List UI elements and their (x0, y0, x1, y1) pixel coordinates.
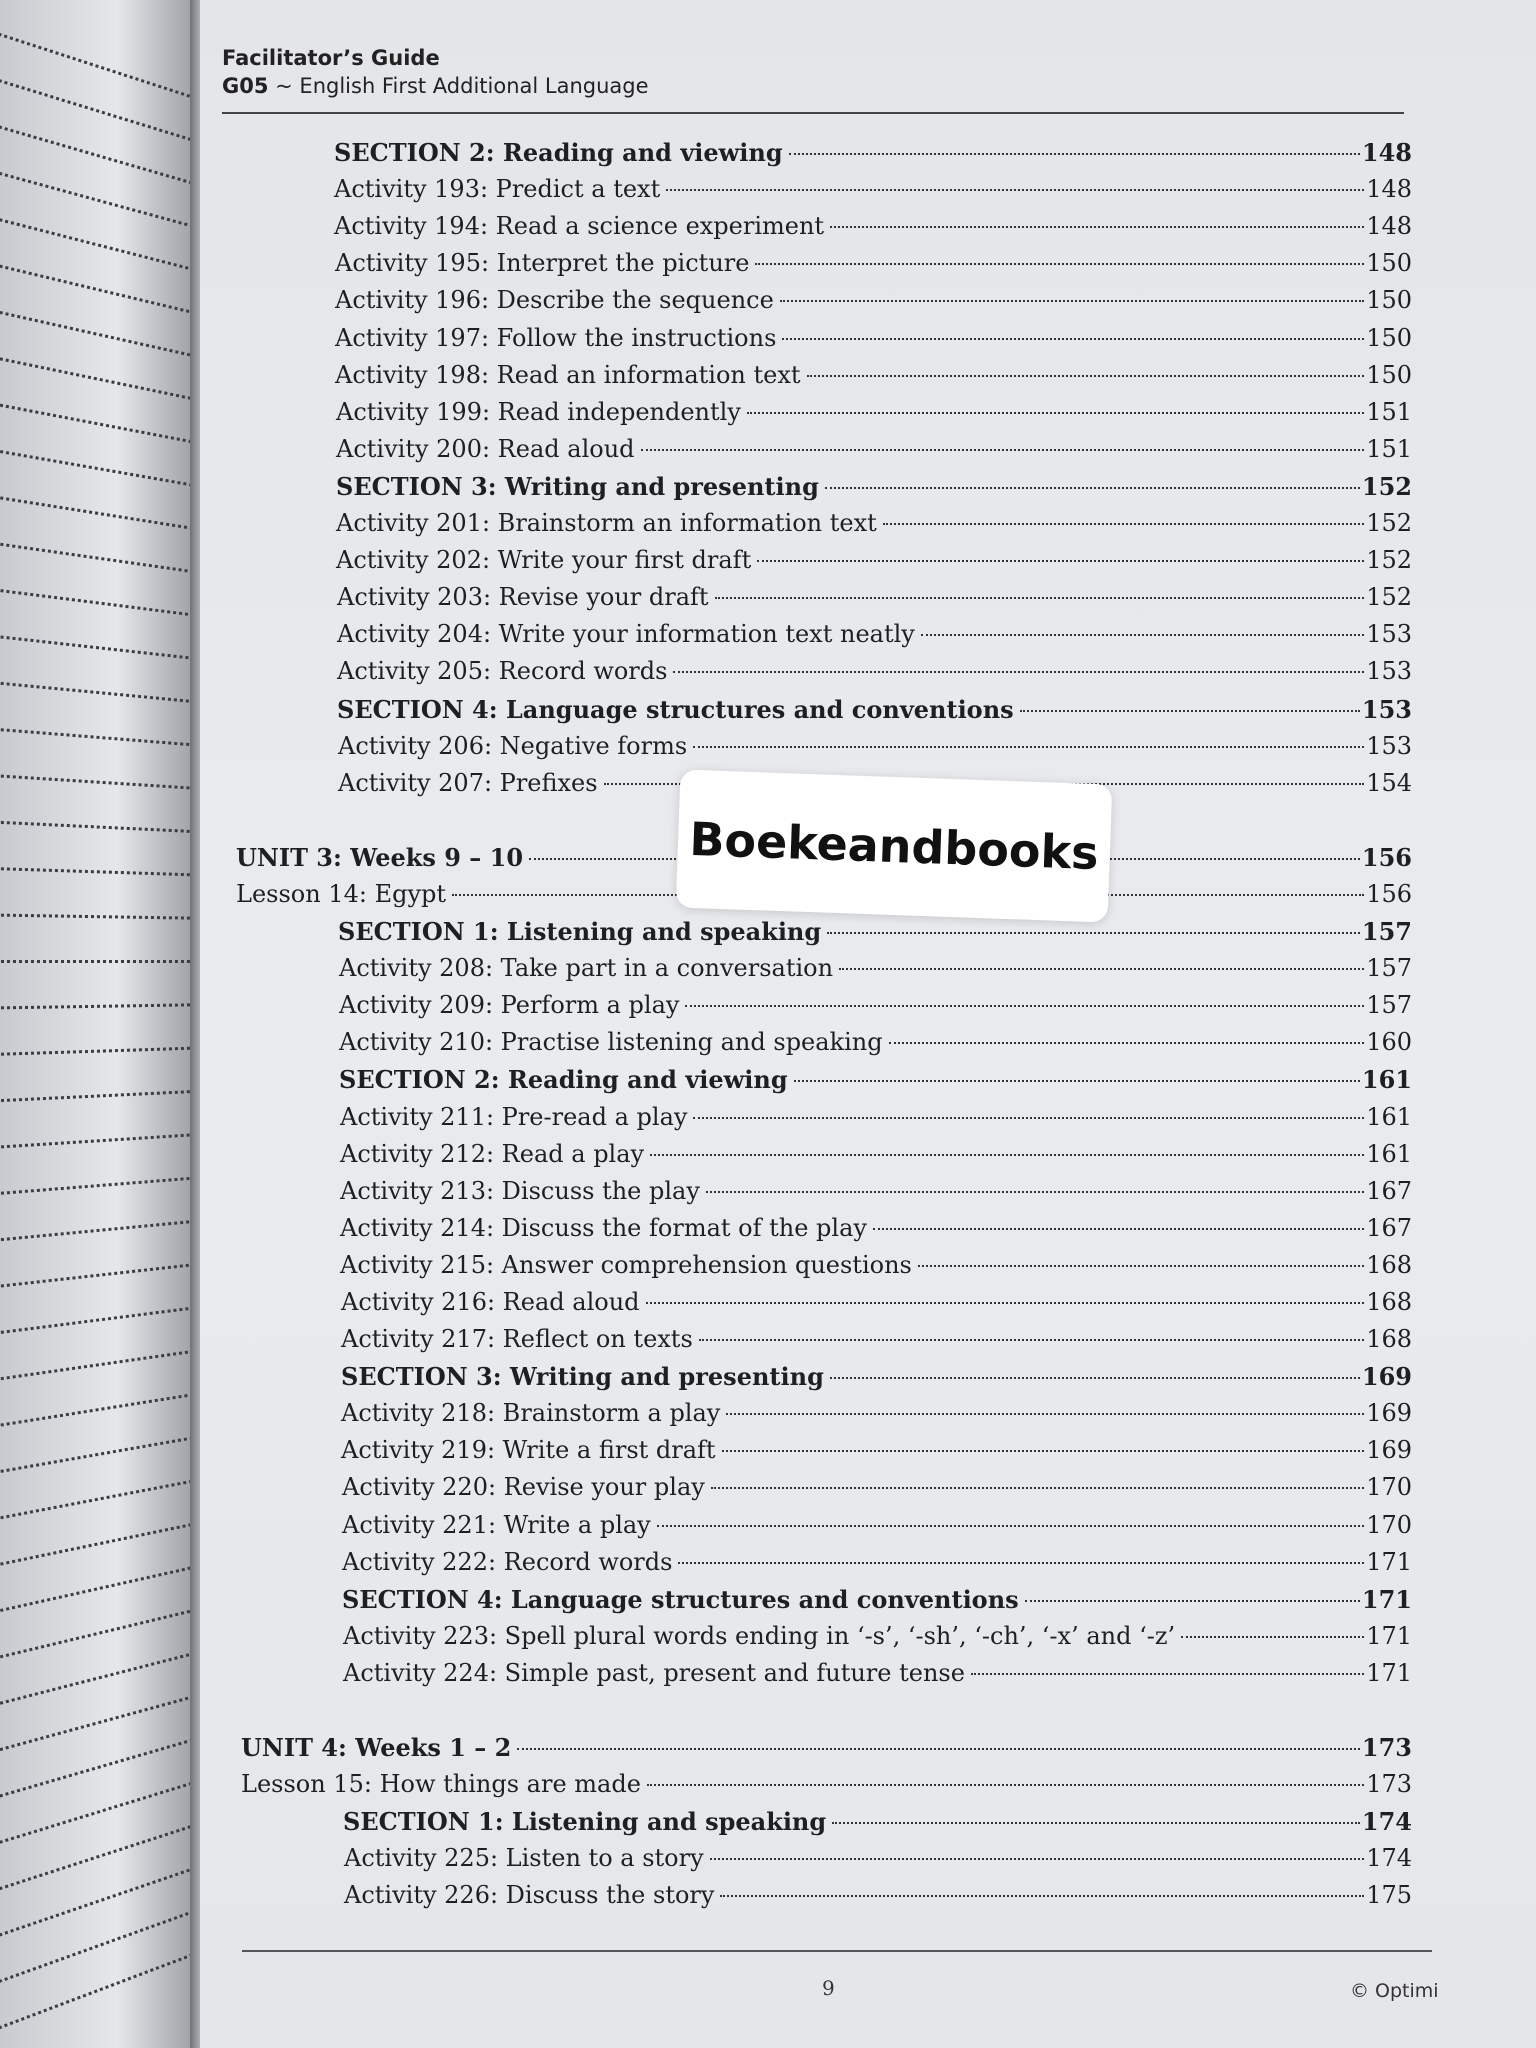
toc-entry (336, 509, 1412, 543)
guide-title: Facilitator’s Guide (222, 46, 440, 70)
toc-entry-page: 154 (1366, 769, 1412, 797)
toc-entry-label: Activity 196: Describe the sequence (335, 286, 774, 314)
guide-language: ~ English First Additional Language (275, 74, 649, 98)
toc-leader-dots (825, 487, 1360, 489)
toc-leader-dots (918, 1265, 1364, 1267)
toc-entry-label: Activity 201: Brainstorm an information text (336, 509, 877, 537)
toc-entry-page: 169 (1366, 1399, 1412, 1427)
toc-entry-page: 173 (1366, 1770, 1412, 1798)
toc-entry-label: Activity 225: Listen to a story (344, 1844, 704, 1872)
toc-entry (342, 1585, 1412, 1619)
page-number: 9 (822, 1976, 835, 2000)
toc-leader-dots (830, 1377, 1360, 1379)
toc-entry (340, 1103, 1412, 1137)
toc-entry-label: UNIT 3: Weeks 9 – 10 (236, 843, 524, 872)
toc-entry-page: 171 (1361, 1585, 1412, 1614)
toc-entry-label: Activity 208: Take part in a conversation (339, 954, 834, 982)
toc-entry-label: Activity 222: Record words (342, 1548, 673, 1576)
toc-entry (241, 1770, 1412, 1804)
toc-entry (339, 1065, 1412, 1099)
toc-entry (336, 435, 1412, 469)
toc-entry-label: Activity 221: Write a play (342, 1511, 651, 1539)
toc-entry-label: Activity 203: Revise your draft (337, 583, 709, 611)
toc-entry (334, 212, 1412, 246)
toc-entry (339, 954, 1412, 988)
toc-entry-label: Activity 199: Read independently (336, 398, 741, 426)
toc-leader-dots (641, 449, 1365, 451)
toc-entry (340, 1251, 1412, 1285)
toc-entry-page: 150 (1366, 286, 1412, 314)
toc-entry-label: Activity 211: Pre-read a play (340, 1103, 688, 1131)
toc-entry-page: 171 (1366, 1548, 1412, 1576)
toc-entry (338, 732, 1412, 766)
toc-entry-label: SECTION 3: Writing and presenting (336, 472, 819, 501)
toc-entry-label: Activity 200: Read aloud (336, 435, 635, 463)
toc-entry-page: 153 (1366, 620, 1412, 648)
toc-leader-dots (646, 1302, 1365, 1304)
toc-entry (340, 1177, 1412, 1211)
toc-entry-page: 150 (1366, 361, 1412, 389)
toc-leader-dots (1181, 1636, 1364, 1638)
toc-entry-page: 161 (1361, 1065, 1412, 1094)
toc-leader-dots (666, 189, 1364, 191)
toc-leader-dots (650, 1154, 1364, 1156)
toc-leader-dots (782, 338, 1364, 340)
toc-leader-dots (720, 1895, 1364, 1897)
toc-entry (341, 1362, 1412, 1396)
toc-entry-label: SECTION 2: Reading and viewing (339, 1065, 788, 1094)
toc-entry-label: SECTION 1: Listening and speaking (343, 1807, 827, 1836)
toc-entry (343, 1622, 1412, 1656)
toc-entry-page: 150 (1366, 324, 1412, 352)
toc-entry-label: Activity 194: Read a science experiment (334, 212, 825, 240)
toc-entry-label: Activity 204: Write your information text neatly (337, 620, 915, 648)
toc-entry-label: Activity 215: Answer comprehension questions (340, 1251, 912, 1279)
toc-entry (342, 1473, 1412, 1507)
toc-leader-dots (832, 1822, 1360, 1824)
toc-entry-label: Activity 206: Negative forms (338, 732, 688, 760)
toc-leader-dots (780, 300, 1364, 302)
toc-entry-label: Activity 212: Read a play (340, 1140, 645, 1168)
toc-leader-dots (706, 1191, 1364, 1193)
toc-entry-page: 151 (1366, 398, 1412, 426)
toc-entry (343, 1807, 1412, 1841)
toc-leader-dots (789, 153, 1360, 155)
toc-entry (241, 1733, 1412, 1767)
toc-leader-dots (1020, 710, 1360, 712)
toc-entry-label: SECTION 2: Reading and viewing (334, 138, 783, 167)
toc-entry (340, 1214, 1412, 1248)
toc-leader-dots (883, 523, 1364, 525)
toc-leader-dots (830, 226, 1364, 228)
footer-divider (242, 1950, 1432, 1952)
toc-leader-dots (710, 1858, 1365, 1860)
toc-entry-page: 153 (1366, 732, 1412, 760)
toc-leader-dots (722, 1450, 1365, 1452)
toc-entry (335, 286, 1412, 320)
toc-entry-label: Activity 207: Prefixes (338, 769, 598, 797)
toc-entry-page: 148 (1361, 138, 1412, 167)
toc-entry-label: SECTION 4: Language structures and conventions (337, 695, 1014, 724)
toc-entry-label: Activity 195: Interpret the picture (335, 249, 750, 277)
toc-entry-label: Activity 193: Predict a text (334, 175, 661, 203)
toc-entry-label: Activity 226: Discuss the story (344, 1881, 715, 1909)
toc-entry-page: 167 (1366, 1177, 1412, 1205)
toc-entry (336, 546, 1412, 580)
toc-entry (335, 249, 1412, 283)
toc-leader-dots (711, 1487, 1364, 1489)
toc-leader-dots (873, 1228, 1364, 1230)
toc-entry-label: Lesson 14: Egypt (236, 880, 447, 908)
toc-leader-dots (757, 560, 1364, 562)
toc-entry-page: 157 (1366, 991, 1412, 1019)
toc-entry-page: 161 (1366, 1103, 1412, 1131)
toc-leader-dots (693, 1117, 1364, 1119)
toc-leader-dots (839, 968, 1364, 970)
watermark-label (676, 770, 1113, 923)
toc-entry-label: Lesson 15: How things are made (241, 1770, 641, 1798)
toc-entry-label: Activity 205: Record words (337, 657, 668, 685)
toc-entry (344, 1881, 1412, 1915)
toc-entry-label: Activity 223: Spell plural words ending in ‘-s’, ‘-sh’, ‘-ch’, ‘-x’ and ‘-z’ (343, 1622, 1176, 1650)
toc-leader-dots (647, 1784, 1364, 1786)
toc-entry-label: SECTION 3: Writing and presenting (341, 1362, 824, 1391)
toc-entry-page: 173 (1361, 1733, 1412, 1762)
toc-entry (343, 1659, 1412, 1693)
toc-leader-dots (807, 375, 1365, 377)
toc-entry-label: Activity 213: Discuss the play (340, 1177, 700, 1205)
toc-entry-page: 152 (1361, 472, 1412, 501)
toc-entry-label: Activity 202: Write your first draft (336, 546, 752, 574)
toc-entry (335, 324, 1412, 358)
toc-entry-label: Activity 210: Practise listening and speaking (339, 1028, 883, 1056)
toc-entry-label: Activity 220: Revise your play (342, 1473, 705, 1501)
toc-entry-page: 150 (1366, 249, 1412, 277)
toc-leader-dots (971, 1673, 1364, 1675)
toc-entry-label: Activity 216: Read aloud (341, 1288, 640, 1316)
toc-entry (337, 620, 1412, 654)
toc-entry-page: 156 (1366, 880, 1412, 908)
toc-leader-dots (726, 1413, 1364, 1415)
toc-leader-dots (827, 932, 1360, 934)
toc-entry-label: Activity 197: Follow the instructions (335, 324, 777, 352)
toc-entry-label: SECTION 4: Language structures and conventions (342, 1585, 1019, 1614)
toc-entry (336, 472, 1412, 506)
toc-entry-label: Activity 198: Read an information text (335, 361, 801, 389)
toc-entry (334, 138, 1412, 172)
toc-entry-page: 167 (1366, 1214, 1412, 1242)
toc-entry-label: Activity 209: Perform a play (339, 991, 680, 1019)
toc-entry (336, 398, 1412, 432)
toc-entry (342, 1511, 1412, 1545)
toc-entry-page: 170 (1366, 1473, 1412, 1501)
toc-entry-page: 148 (1366, 212, 1412, 240)
toc-leader-dots (657, 1525, 1364, 1527)
toc-entry-page: 157 (1361, 917, 1412, 946)
toc-entry-page: 153 (1361, 695, 1412, 724)
toc-leader-dots (715, 597, 1365, 599)
toc-entry (337, 657, 1412, 691)
toc-entry-page: 171 (1366, 1622, 1412, 1650)
toc-entry-page: 169 (1361, 1362, 1412, 1391)
toc-entry-page: 168 (1366, 1325, 1412, 1353)
toc-entry (337, 695, 1412, 729)
toc-entry-label: Activity 214: Discuss the format of the play (340, 1214, 867, 1242)
toc-entry-page: 152 (1366, 546, 1412, 574)
toc-entry-page: 152 (1366, 583, 1412, 611)
toc-entry (341, 1436, 1412, 1470)
watermark-text: Boekeandbooks (688, 811, 1100, 881)
toc-entry (339, 1028, 1412, 1062)
toc-entry-page: 168 (1366, 1288, 1412, 1316)
toc-entry-page: 157 (1366, 954, 1412, 982)
toc-entry (341, 1399, 1412, 1433)
toc-entry-label: UNIT 4: Weeks 1 – 2 (241, 1733, 512, 1762)
toc-entry-page: 170 (1366, 1511, 1412, 1539)
toc-entry (339, 991, 1412, 1025)
copyright-notice: © Optimi (1350, 1980, 1439, 2002)
toc-entry (341, 1325, 1412, 1359)
toc-leader-dots (755, 263, 1364, 265)
toc-entry-label: SECTION 1: Listening and speaking (338, 917, 822, 946)
toc-leader-dots (1025, 1600, 1360, 1602)
toc-entry-page: 160 (1366, 1028, 1412, 1056)
toc-entry-page: 169 (1366, 1436, 1412, 1464)
toc-entry-label: Activity 218: Brainstorm a play (341, 1399, 721, 1427)
toc-entry (341, 1288, 1412, 1322)
toc-leader-dots (678, 1562, 1364, 1564)
toc-entry-page: 174 (1366, 1844, 1412, 1872)
toc-leader-dots (693, 746, 1364, 748)
toc-entry-page: 171 (1366, 1659, 1412, 1687)
toc-leader-dots (794, 1080, 1360, 1082)
toc-entry-page: 153 (1366, 657, 1412, 685)
toc-entry-page: 156 (1361, 843, 1412, 872)
toc-leader-dots (747, 412, 1364, 414)
toc-entry (340, 1140, 1412, 1174)
toc-entry (337, 583, 1412, 617)
toc-leader-dots (673, 671, 1364, 673)
toc-leader-dots (517, 1748, 1360, 1750)
toc-leader-dots (685, 1005, 1364, 1007)
toc-entry (334, 175, 1412, 209)
toc-entry (338, 917, 1412, 951)
toc-entry-label: Activity 217: Reflect on texts (341, 1325, 693, 1353)
toc-leader-dots (699, 1339, 1364, 1341)
toc-entry-page: 175 (1366, 1881, 1412, 1909)
guide-code: G05 (222, 74, 269, 98)
toc-entry-page: 168 (1366, 1251, 1412, 1279)
toc-entry-page: 148 (1366, 175, 1412, 203)
toc-leader-dots (921, 634, 1364, 636)
toc-entry-page: 151 (1366, 435, 1412, 463)
toc-entry (344, 1844, 1412, 1878)
toc-entry (335, 361, 1412, 395)
toc-entry-label: Activity 219: Write a first draft (341, 1436, 716, 1464)
toc-entry (342, 1548, 1412, 1582)
toc-entry-label: Activity 224: Simple past, present and future tense (343, 1659, 965, 1687)
toc-entry-page: 174 (1361, 1807, 1412, 1836)
toc-entry-page: 161 (1366, 1140, 1412, 1168)
toc-leader-dots (889, 1042, 1365, 1044)
toc-entry-page: 152 (1366, 509, 1412, 537)
